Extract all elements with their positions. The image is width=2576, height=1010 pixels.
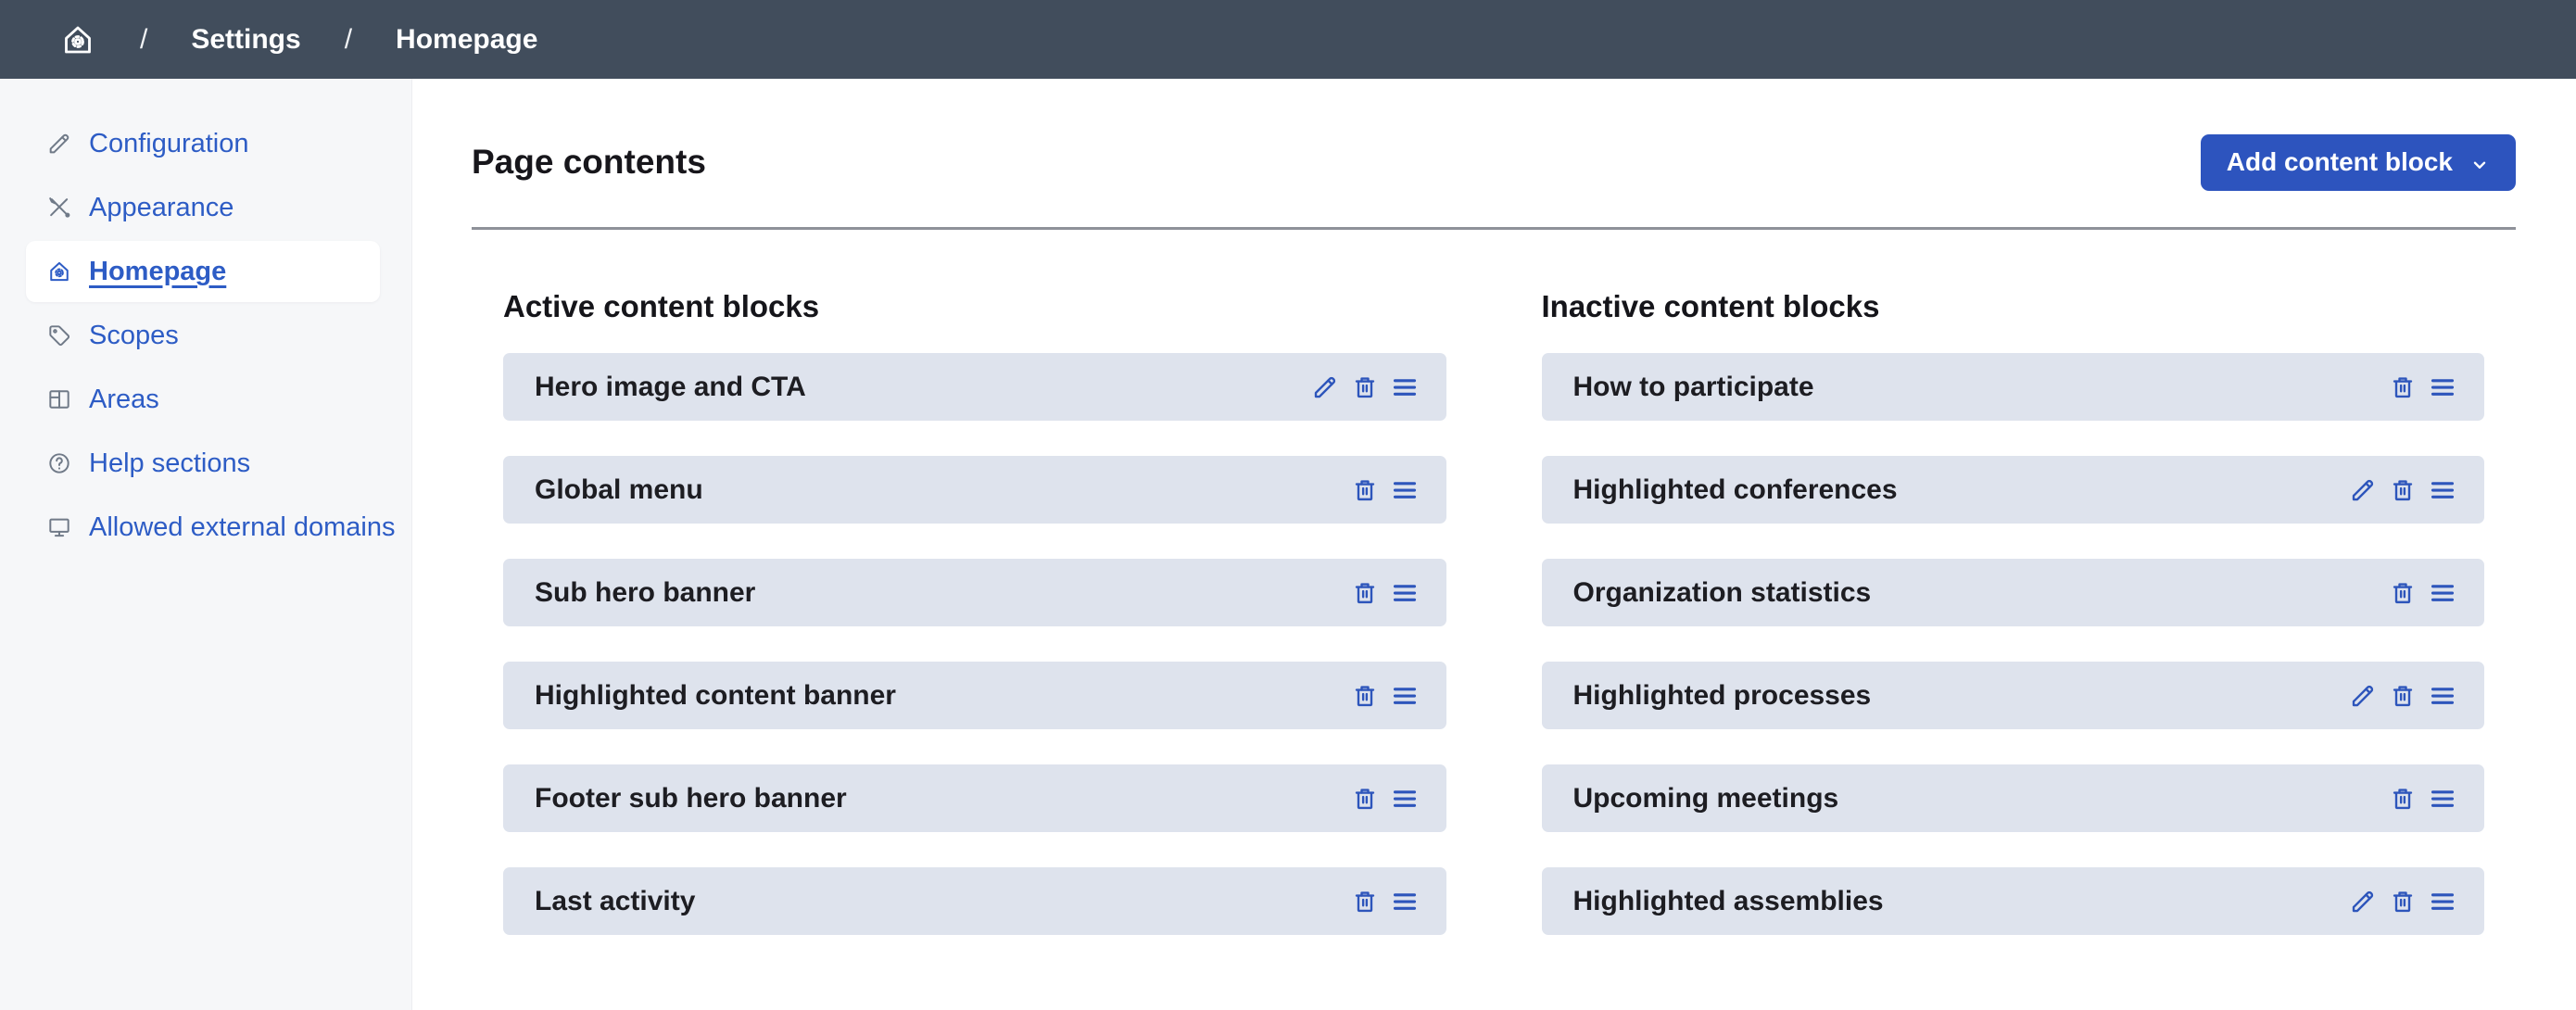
content-block-row: [1542, 764, 2485, 832]
question-circle-icon: [46, 450, 72, 476]
breadcrumb-link-homepage[interactable]: Homepage: [396, 23, 538, 55]
trash-icon: [2389, 682, 2417, 710]
sidebar-item-configuration[interactable]: [26, 113, 380, 174]
content-block-columns: [472, 289, 2516, 970]
drag-handle-icon: [1391, 476, 1419, 504]
drag-handle[interactable]: [2429, 785, 2456, 813]
content-block-actions: [2349, 476, 2456, 504]
drag-handle[interactable]: [2429, 888, 2456, 915]
drag-handle-icon: [1391, 785, 1419, 813]
trash-icon: [2389, 373, 2417, 401]
add-content-block-label: Add content block: [2226, 147, 2453, 176]
trash-icon: [1351, 682, 1379, 710]
delete-button[interactable]: [1351, 476, 1379, 504]
drag-handle[interactable]: [1391, 785, 1419, 813]
content-block-actions: [1351, 888, 1419, 915]
pencil-icon: [2349, 682, 2377, 710]
drag-handle-icon: [1391, 888, 1419, 915]
drag-handle[interactable]: [1391, 579, 1419, 607]
drag-handle-icon: [1391, 682, 1419, 710]
drag-handle[interactable]: [1391, 682, 1419, 710]
breadcrumb-separator: /: [344, 23, 353, 55]
content-block-row: [503, 867, 1446, 935]
active-content-blocks-section: [503, 289, 1446, 970]
drag-handle-icon: [2429, 888, 2456, 915]
content-block-label: Highlighted assemblies: [1572, 885, 1884, 916]
delete-button[interactable]: [2389, 888, 2417, 915]
trash-icon: [1351, 888, 1379, 915]
monitor-icon: [46, 514, 72, 540]
content-block-label: Sub hero banner: [535, 576, 756, 608]
main-content: [412, 79, 2576, 1010]
divider: [472, 227, 2516, 230]
pencil-icon: [46, 131, 72, 157]
sidebar-item-allowed-external-domains[interactable]: [26, 497, 396, 558]
page-title: Page contents: [472, 143, 706, 181]
content-block-row: [1542, 456, 2485, 524]
delete-button[interactable]: [2389, 373, 2417, 401]
sidebar-item-label: Configuration: [89, 128, 249, 158]
content-block-actions: [2349, 888, 2456, 915]
pencil-icon: [2349, 888, 2377, 915]
content-block-actions: [1351, 785, 1419, 813]
content-block-label: Last activity: [535, 885, 696, 916]
breadcrumb-separator: /: [140, 23, 148, 55]
drag-handle-icon: [2429, 373, 2456, 401]
pencil-icon: [2349, 476, 2377, 504]
trash-icon: [2389, 785, 2417, 813]
edit-button[interactable]: [2349, 888, 2377, 915]
trash-icon: [1351, 476, 1379, 504]
drag-handle[interactable]: [2429, 579, 2456, 607]
content-block-row: [1542, 867, 2485, 935]
page-header: [472, 133, 2516, 192]
sidebar-item-label: Scopes: [89, 320, 179, 350]
content-block-label: Highlighted conferences: [1572, 473, 1898, 505]
inactive-content-blocks-section: [1542, 289, 2485, 970]
content-block-actions: [1351, 579, 1419, 607]
drag-handle-icon: [2429, 682, 2456, 710]
trash-icon: [2389, 476, 2417, 504]
content-block-row: [1542, 353, 2485, 421]
delete-button[interactable]: [1351, 373, 1379, 401]
home-gear-icon[interactable]: [59, 21, 96, 58]
breadcrumb: [59, 21, 537, 58]
trash-icon: [1351, 785, 1379, 813]
delete-button[interactable]: [1351, 888, 1379, 915]
content-block-label: Organization statistics: [1572, 576, 1872, 608]
drag-handle[interactable]: [1391, 476, 1419, 504]
content-block-actions: [2349, 682, 2456, 710]
sidebar-item-scopes[interactable]: [26, 305, 380, 366]
tag-icon: [46, 322, 72, 348]
trash-icon: [1351, 579, 1379, 607]
tools-icon: [46, 195, 72, 221]
drag-handle[interactable]: [2429, 373, 2456, 401]
sidebar-menu: [0, 113, 411, 558]
drag-handle-icon: [2429, 476, 2456, 504]
sidebar-item-label: Allowed external domains: [89, 511, 396, 542]
topbar: [0, 0, 2576, 79]
sidebar-item-areas[interactable]: [26, 369, 380, 430]
content-block-actions: [1311, 373, 1419, 401]
edit-button[interactable]: [1311, 373, 1339, 401]
drag-handle-icon: [1391, 579, 1419, 607]
content-block-actions: [2389, 373, 2456, 401]
sidebar-item-homepage[interactable]: [26, 241, 380, 302]
content-block-label: How to participate: [1572, 371, 1814, 402]
content-block-actions: [1351, 682, 1419, 710]
drag-handle-icon: [2429, 579, 2456, 607]
drag-handle[interactable]: [2429, 682, 2456, 710]
drag-handle[interactable]: [1391, 373, 1419, 401]
content-block-row: [503, 764, 1446, 832]
layout-icon: [46, 386, 72, 412]
edit-button[interactable]: [2349, 682, 2377, 710]
add-content-block-button[interactable]: [2201, 134, 2516, 191]
content-block-actions: [2389, 785, 2456, 813]
content-block-label: Global menu: [535, 473, 703, 505]
sidebar-item-label: Areas: [89, 384, 159, 414]
column-heading: Inactive content blocks: [1541, 289, 1880, 323]
sidebar: [0, 79, 412, 1010]
content-block-label: Highlighted processes: [1572, 679, 1872, 711]
content-block-actions: [1351, 476, 1419, 504]
sidebar-item-appearance[interactable]: [26, 177, 380, 238]
column-heading: Active content blocks: [503, 289, 820, 323]
content-block-row: [1542, 662, 2485, 729]
trash-icon: [1351, 373, 1379, 401]
drag-handle[interactable]: [1391, 888, 1419, 915]
content-block-row: [503, 456, 1446, 524]
trash-icon: [2389, 579, 2417, 607]
pencil-icon: [1311, 373, 1339, 401]
chevron-down-icon: [2469, 152, 2490, 172]
content-block-row: [503, 353, 1446, 421]
drag-handle-icon: [1391, 373, 1419, 401]
content-block-label: Highlighted content banner: [535, 679, 896, 711]
delete-button[interactable]: [2389, 785, 2417, 813]
drag-handle-icon: [2429, 785, 2456, 813]
content-block-label: Footer sub hero banner: [535, 782, 847, 814]
sidebar-item-label: Appearance: [89, 192, 234, 222]
sidebar-item-label: Homepage: [89, 256, 227, 286]
content-block-row: [1542, 559, 2485, 626]
edit-button[interactable]: [2349, 476, 2377, 504]
drag-handle[interactable]: [2429, 476, 2456, 504]
content-block-row: [503, 662, 1446, 729]
delete-button[interactable]: [2389, 682, 2417, 710]
delete-button[interactable]: [2389, 476, 2417, 504]
content-block-row: [503, 559, 1446, 626]
sidebar-item-help-sections[interactable]: [26, 433, 380, 494]
home-gear-icon: [46, 259, 72, 284]
content-block-actions: [2389, 579, 2456, 607]
content-block-label: Hero image and CTA: [535, 371, 806, 402]
delete-button[interactable]: [1351, 682, 1379, 710]
content-block-label: Upcoming meetings: [1572, 782, 1839, 814]
delete-button[interactable]: [1351, 579, 1379, 607]
trash-icon: [2389, 888, 2417, 915]
delete-button[interactable]: [2389, 579, 2417, 607]
breadcrumb-link-settings[interactable]: Settings: [191, 23, 301, 55]
sidebar-item-label: Help sections: [89, 448, 251, 478]
delete-button[interactable]: [1351, 785, 1379, 813]
